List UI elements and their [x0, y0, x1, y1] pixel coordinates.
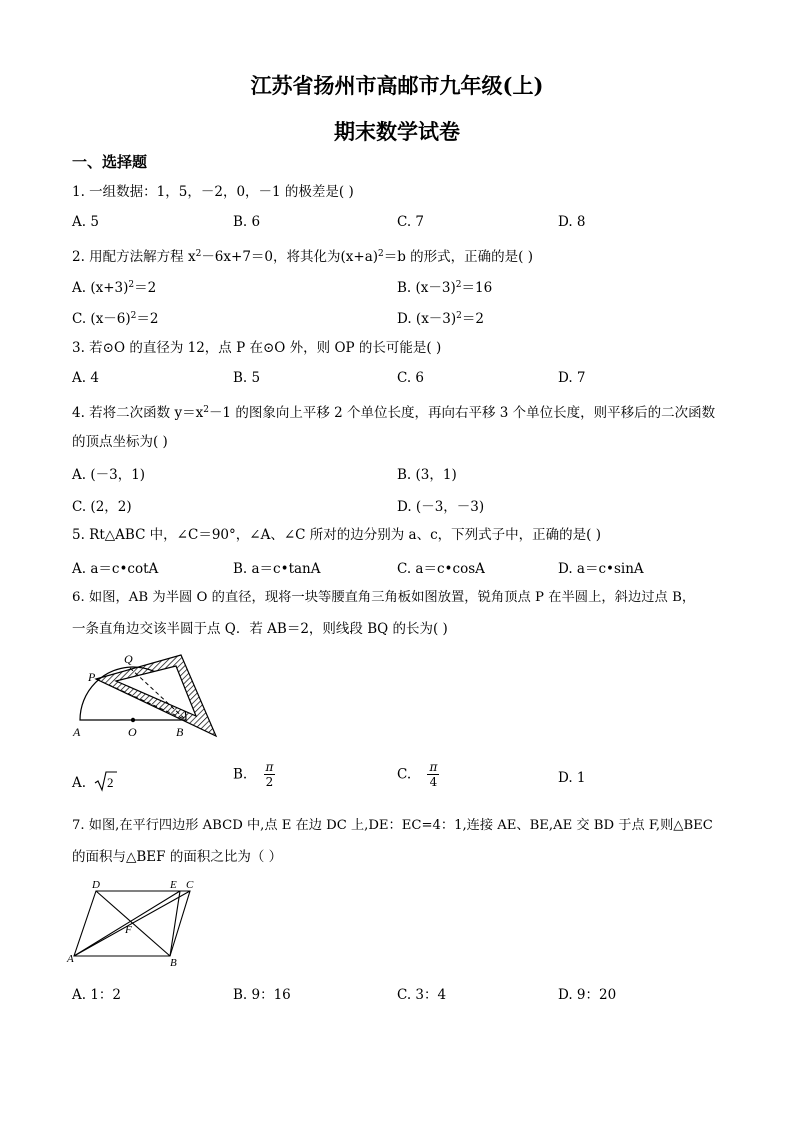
sqrt-radicand: 2: [107, 775, 114, 790]
q1-option-d: D. 8: [558, 214, 586, 230]
q5-option-c: C. a＝c•cosA: [397, 561, 485, 577]
label-a: A: [67, 953, 74, 965]
q2-option-b: B. $(x-3)^2=16$: [397, 280, 493, 296]
q2-option-d: D. $(x-3)^2=2$: [397, 311, 484, 327]
q2-option-c: C. $(x-6)^2=2$: [72, 311, 159, 327]
q3-option-b: B. 5: [233, 370, 261, 386]
question-6-text-line1: 6. 如图，AB 为半圆 O 的直径，现将一块等腰直角三角板如图放置，锐角顶点 P 在半圆上，斜边过点 B，: [72, 590, 696, 605]
q7-option-a: A. 1：2: [72, 987, 122, 1003]
q5-option-b: B. a＝c•tanA: [233, 561, 321, 577]
q6-semicircle-figure: [70, 650, 220, 740]
q7-option-c: C. 3：4: [397, 987, 447, 1003]
label-p: P: [88, 670, 96, 684]
q7-option-d: D. 9：20: [558, 987, 617, 1003]
q4-option-b: B. (3，1): [397, 467, 457, 483]
q6-option-a: A. 2: [72, 770, 118, 792]
q1-option-c: C. 7: [397, 214, 425, 230]
question-2-text: 2. 用配方法解方程 $x^2-6x+7=0$，将其化为$(x+a)^2=b$ 的形式，正确的是( ): [72, 249, 534, 265]
question-3-text: 3. 若⊙O 的直径为 12，点 P 在⊙O 外，则 OP 的长可能是( ): [72, 340, 442, 356]
q5-option-d: D. a＝c•sinA: [558, 561, 644, 577]
label-q: Q: [124, 652, 133, 666]
q6-option-c: C. $\frac{\pi}{4}$: [397, 760, 438, 789]
q3-option-d: D. 7: [558, 370, 586, 386]
question-7-text-line1: 7. 如图,在平行四边形 ABCD 中,点 E 在边 DC 上,DE：EC=4：1,连接 AE、BE,AE 交 BD 于点 F,则△BEC: [72, 818, 713, 833]
question-1-text: 1. 一组数据：1，5，－2，0，－1 的极差是( ): [72, 184, 354, 200]
q4-option-d: D. (－3，－3): [397, 499, 485, 515]
label-b: B: [170, 957, 177, 969]
q6-option-d: D. 1: [558, 770, 586, 786]
q1-option-b: B. 6: [233, 214, 261, 230]
sqrt-symbol-icon: [94, 770, 118, 792]
label-e: E: [170, 879, 177, 891]
q7-parallelogram-figure: [66, 876, 206, 971]
label-c: C: [186, 879, 194, 891]
label-f: F: [125, 924, 132, 936]
page-subtitle: 期末数学试卷: [334, 119, 460, 144]
label-o: O: [128, 725, 137, 739]
q1-option-a: A. 5: [72, 214, 99, 230]
q3-option-a: A. 4: [72, 370, 99, 386]
page-title: 江苏省扬州市高邮市九年级(上): [250, 73, 544, 98]
label-b: B: [176, 725, 184, 739]
section-heading: 一、选择题: [72, 153, 148, 171]
q2-option-a: A. $(x+3)^2=2$: [72, 280, 157, 296]
q3-option-c: C. 6: [397, 370, 425, 386]
q4-option-c: C. (2，2): [72, 499, 132, 515]
q5-option-a: A. a＝c•cotA: [72, 561, 159, 577]
label-d: D: [92, 879, 100, 891]
question-4-text-line2: 的顶点坐标为( ): [72, 434, 168, 450]
center-point-o: [131, 718, 135, 722]
question-4-text-line1: 4. 若将二次函数 $y=x^2-1$ 的图象向上平移 2 个单位长度，再向右平移 3 个单位长度，则平移后的二次函数: [72, 405, 716, 421]
q4-option-a: A. (－3，1): [72, 467, 146, 483]
label-a: A: [73, 725, 81, 739]
q7-option-b: B. 9：16: [233, 987, 291, 1003]
question-5-text: 5. Rt△ABC 中，∠C＝90°，∠A、∠C 所对的边分别为 a、c，下列式子中，正确的是( ): [72, 527, 601, 543]
question-6-text-line2: 一条直角边交该半圆于点 Q．若 AB＝2，则线段 BQ 的长为( ): [72, 621, 448, 637]
question-7-text-line2: 的面积与△BEF 的面积之比为（ ）: [72, 849, 283, 865]
q6-option-b: B. $\frac{\pi}{2}$: [233, 760, 274, 789]
